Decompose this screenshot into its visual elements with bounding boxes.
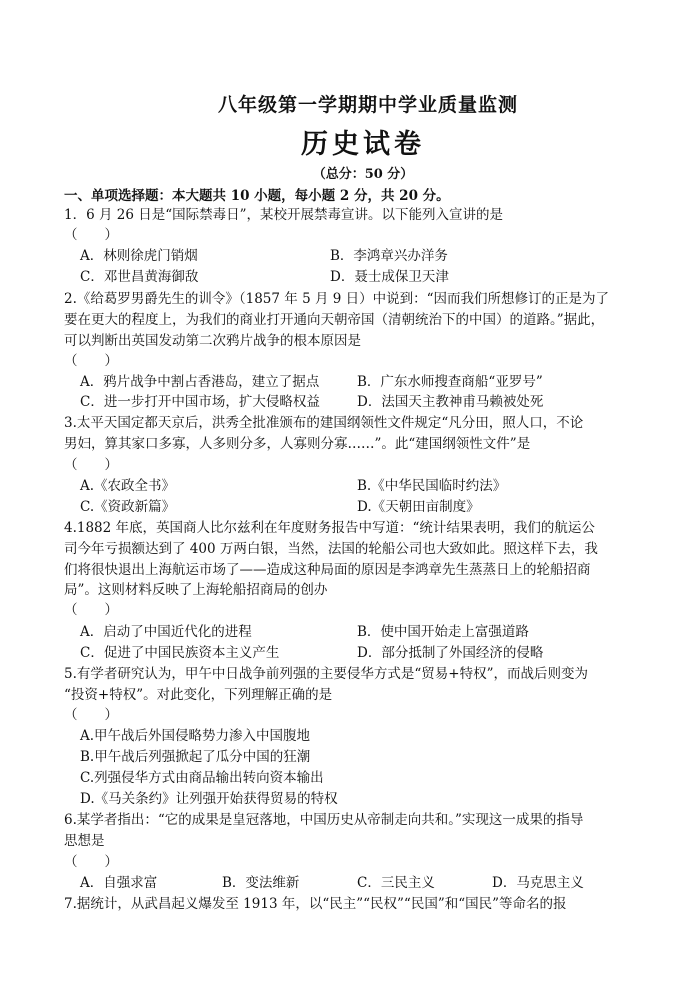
question-6-option-b: B．变法维新 xyxy=(222,875,300,891)
section-heading: 一、单项选择题：本大题共 10 小题，每小题 2 分，共 20 分。 xyxy=(64,188,450,204)
question-3-line-1: 3.太平天国定都天京后，洪秀全批准颁布的建国纲领性文件规定“凡分田，照人口，不论 xyxy=(64,415,584,431)
question-2-option-c: C．进一步打开中国市场，扩大侵略权益 xyxy=(80,394,320,410)
question-2-option-d: D．法国天主教神甫马赖被处死 xyxy=(357,394,544,410)
question-3-option-c: C.《资政新篇》 xyxy=(80,499,176,515)
question-2-option-a: A．鸦片战争中割占香港岛，建立了据点 xyxy=(80,374,320,390)
question-2-option-b: B．广东水师搜查商船“亚罗号” xyxy=(357,374,543,390)
question-3-blank: （ ） xyxy=(64,457,118,473)
question-3-option-d: D.《天朝田亩制度》 xyxy=(357,499,480,515)
question-4-line-4: 局”。这则材料反映了上海轮船招商局的创办 xyxy=(64,582,328,598)
question-1-option-d: D．聂士成保卫天津 xyxy=(330,269,449,285)
question-4-option-c: C．促进了中国民族资本主义产生 xyxy=(80,645,280,661)
question-1-stem: 1．6 月 26 日是“国际禁毒日”，某校开展禁毒宣讲。以下能列入宣讲的是 xyxy=(64,207,504,223)
question-4-line-3: 们将很快退出上海航运市场了——造成这种局面的原因是李鸿章先生蒸蒸日上的轮船招商 xyxy=(64,562,591,578)
question-3-option-a: A.《农政全书》 xyxy=(80,478,176,494)
question-7-line-1: 7.据统计，从武昌起义爆发至 1913 年，以“民主”“民权”“民国”和“国民”等命名的报 xyxy=(64,896,567,912)
exam-subject: 历史试卷 xyxy=(301,129,425,160)
question-5-line-2: “投资+特权”。对此变化，下列理解正确的是 xyxy=(64,687,333,703)
question-4-option-b: B．使中国开始走上富强道路 xyxy=(357,624,529,640)
question-1-option-c: C．邓世昌黄海御敌 xyxy=(80,269,199,285)
question-6-option-c: C．三民主义 xyxy=(357,875,435,891)
question-3-option-b: B.《中华民国临时约法》 xyxy=(357,478,507,494)
question-1-option-b: B．李鸿章兴办洋务 xyxy=(330,248,448,264)
question-5-option-a: A.甲午战后外国侵略势力渗入中国腹地 xyxy=(80,728,311,744)
question-4-line-2: 司今年亏损额达到了 400 万两白银，当然，法国的轮船公司也大致如此。照这样下去，我 xyxy=(64,541,598,557)
question-6-option-a: A．自强求富 xyxy=(80,875,158,891)
question-6-line-2: 思想是 xyxy=(64,833,105,849)
question-4-line-1: 4.1882 年底，英国商人比尔兹利在年度财务报告中写道：“统计结果表明，我们的航运公 xyxy=(64,520,595,536)
question-2-line-1: 2.《给葛罗男爵先生的训令》（1857 年 5 月 9 日）中说到：“因而我们所想修订的正是为了 xyxy=(64,291,610,307)
question-4-option-a: A．启动了中国近代化的进程 xyxy=(80,624,252,640)
question-2-blank: （ ） xyxy=(64,353,118,369)
question-1-option-a: A．林则徐虎门销烟 xyxy=(80,248,198,264)
question-1-blank: （ ） xyxy=(64,227,118,243)
question-5-option-c: C.列强侵华方式由商品输出转向资本输出 xyxy=(80,770,324,786)
question-2-line-2: 要在更大的程度上，为我们的商业打开通向天朝帝国（清朝统治下的中国）的道路。”据此， xyxy=(64,312,605,328)
question-6-line-1: 6.某学者指出：“它的成果是皇冠落地，中国历史从帝制走向共和。”实现这一成果的指导 xyxy=(64,812,584,828)
question-4-option-d: D．部分抵制了外国经济的侵略 xyxy=(357,645,544,661)
total-score: （总分：50 分） xyxy=(312,167,414,182)
question-5-blank: （ ） xyxy=(64,707,118,723)
question-2-line-3: 可以判断出英国发动第二次鸦片战争的根本原因是 xyxy=(64,333,361,349)
question-3-line-2: 男妇，算其家口多寡，人多则分多，人寡则分寡……”。此“建国纲领性文件”是 xyxy=(64,436,531,452)
question-5-line-1: 5.有学者研究认为，甲午中日战争前列强的主要侵华方式是“贸易+特权”，而战后则变为 xyxy=(64,666,588,682)
question-6-blank: （ ） xyxy=(64,854,118,870)
question-5-option-d: D.《马关条约》让列强开始获得贸易的特权 xyxy=(80,791,338,807)
question-6-option-d: D．马克思主义 xyxy=(492,875,584,891)
exam-title: 八年级第一学期期中学业质量监测 xyxy=(217,94,518,116)
question-4-blank: （ ） xyxy=(64,602,118,618)
question-5-option-b: B.甲午战后列强掀起了瓜分中国的狂潮 xyxy=(80,749,311,765)
